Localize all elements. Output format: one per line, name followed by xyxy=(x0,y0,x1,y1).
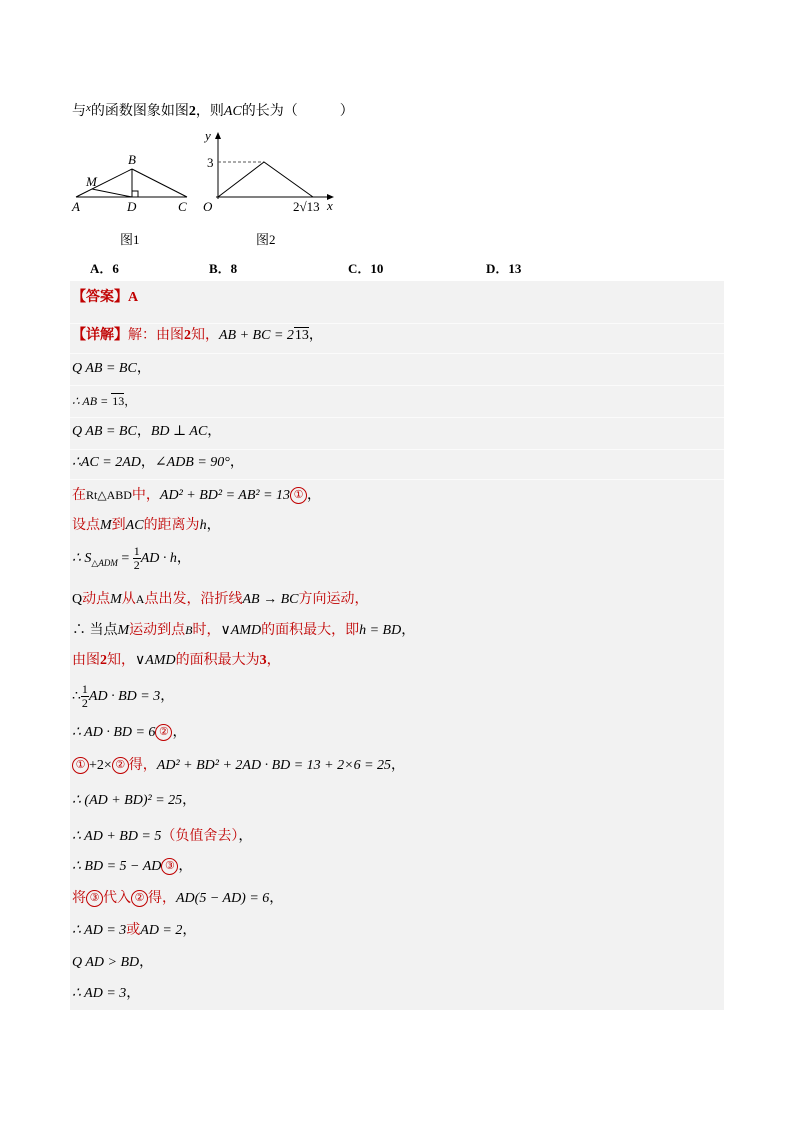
circle-2b: ② xyxy=(112,757,129,774)
origin-label: O xyxy=(203,199,213,214)
solution-line-13: ∴ AD · BD = 6 ② ， xyxy=(72,725,187,740)
answer-line xyxy=(72,288,138,308)
solution-line-18: 将 ③ 代入 ② 得，AD(5 − AD) = 6， xyxy=(72,891,284,906)
detail-tag: 【详解】 xyxy=(72,328,128,343)
solution-line-6: 在Rt△ABD中，AD² + BD² = AB² = 13 ① ， xyxy=(72,488,322,503)
solution-line-16: ∴ AD + BD = 5（负值舍去）， xyxy=(72,829,253,844)
q-fig-no: 2 xyxy=(188,104,196,119)
circle-1: ① xyxy=(290,487,307,504)
label-d: D xyxy=(127,199,137,214)
y-value-label: 3 xyxy=(207,155,214,170)
answer-value: A xyxy=(128,290,139,305)
option-c[interactable]: C．10 xyxy=(348,261,384,276)
solution-line-12: ∴ $\frac{1}{2}$ AD · BD = 3， xyxy=(72,682,175,711)
solution-line-2: Q AB = BC， xyxy=(72,361,151,376)
right-angle-mark xyxy=(132,191,138,197)
circle-3b: ③ xyxy=(86,890,103,907)
option-b[interactable]: B．8 xyxy=(209,261,238,276)
solution-line-5: ∴AC = 2AD，∠ADB = 90°， xyxy=(72,455,244,470)
function-graph xyxy=(218,162,313,197)
q-var-x: x xyxy=(86,102,91,114)
axis-x-label: x xyxy=(327,198,333,213)
q-suffix: 的长为（ ） xyxy=(241,104,354,119)
segment-bc xyxy=(132,169,187,197)
solution-line-15: ∴ (AD + BD)² = 25， xyxy=(72,793,197,808)
circle-1b: ① xyxy=(72,757,89,774)
solution-line-20: Q AD > BD， xyxy=(72,955,154,970)
solution-line-19: ∴ AD = 3或AD = 2， xyxy=(72,923,197,938)
label-a: A xyxy=(72,199,80,214)
segment-md xyxy=(92,189,132,197)
solution-line-1: 【详解】解：由图2知，AB + BC = 213， xyxy=(72,328,323,343)
q-prefix: 与 xyxy=(72,104,86,119)
figures xyxy=(68,126,368,250)
caption-fig1: 图1 xyxy=(120,232,140,247)
option-d[interactable]: D．13 xyxy=(486,261,522,276)
solution-line-4: Q AB = BC，BD ⊥ AC， xyxy=(72,424,222,439)
label-m: M xyxy=(86,174,97,189)
solution-line-14: ① +2× ② 得，AD² + BD² + 2AD · BD = 13 + 2×6 = 25， xyxy=(72,756,405,776)
option-a[interactable]: A．6 xyxy=(90,261,119,276)
solution-line-17: ∴ BD = 5 − AD ③ ， xyxy=(72,859,193,874)
q-middle: 的函数图象如图 xyxy=(90,104,189,119)
q-ac: AC xyxy=(223,104,242,119)
label-b: B xyxy=(128,152,136,167)
solution-line-11: 由图2知，∨AMD的面积最大为3， xyxy=(72,653,281,668)
question-line xyxy=(72,100,354,120)
solution-line-3: ∴ AB = 13， xyxy=(72,394,137,408)
figure-2 xyxy=(203,128,334,247)
solution-line-9: Q动点M从A点出发，沿折线AB → BC方向运动， xyxy=(72,592,369,607)
circle-2c: ② xyxy=(131,890,148,907)
axis-y-label: y xyxy=(205,128,211,143)
caption-fig2: 图2 xyxy=(256,232,276,247)
label-c: C xyxy=(178,199,187,214)
solution-line-10: ∴ 当点M运动到点B时，∨AMD的面积最大，即h = BD， xyxy=(72,623,416,638)
solution-line-21: ∴ AD = 3， xyxy=(72,986,141,1001)
segment-ab xyxy=(76,169,132,197)
q-after-fig: ，则 xyxy=(195,104,224,119)
solution-line-8: ∴ $S_{\triangle ADM}$ = $\frac{1}{2}$ AD · h， xyxy=(72,544,191,573)
solution-line-7: 设点M到AC的距离为h， xyxy=(72,518,221,533)
answer-tag: 【答案】 xyxy=(72,290,128,305)
solution-box xyxy=(70,281,724,1010)
y-axis-arrow xyxy=(215,132,221,139)
circle-3: ③ xyxy=(161,858,178,875)
x-value-label: 2√13 xyxy=(293,199,320,214)
circle-2: ② xyxy=(155,724,172,741)
figure-1 xyxy=(71,152,187,247)
